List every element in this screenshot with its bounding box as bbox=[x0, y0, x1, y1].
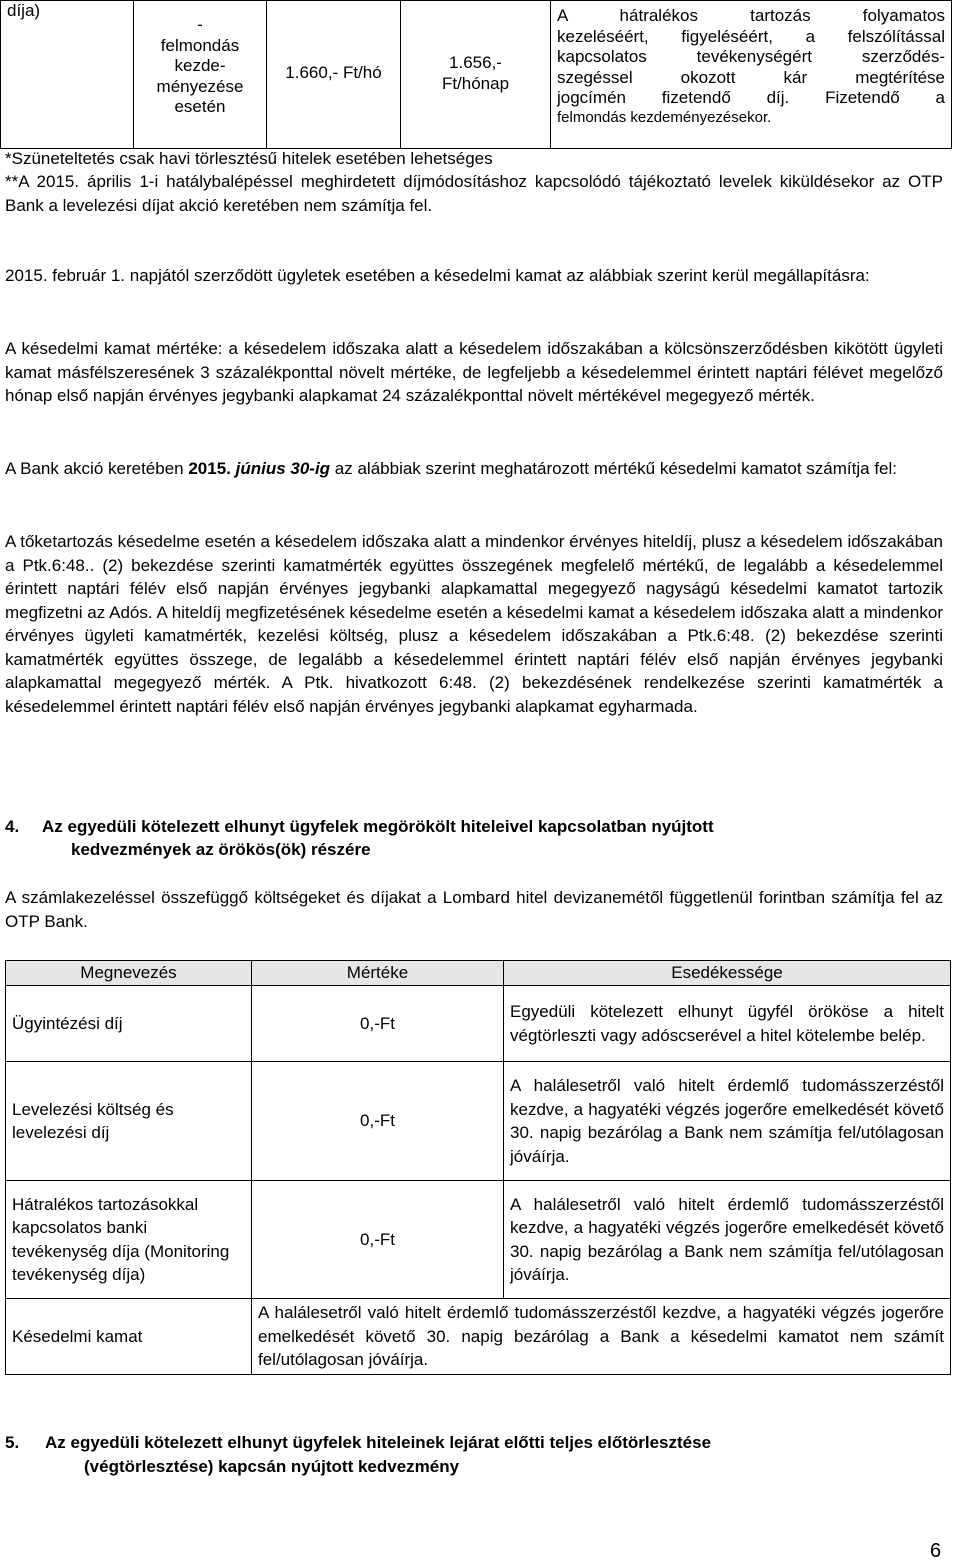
cell-line: Ft/hónap bbox=[441, 73, 510, 93]
cell-line: felmondás bbox=[160, 35, 240, 55]
highlight-date: június 30-ig bbox=[230, 459, 331, 478]
table-row bbox=[6, 1062, 951, 1181]
fee-name: Ügyintézési díj bbox=[6, 986, 252, 1062]
fee-due: A halálesetről való hitelt érdemlő tudomásszerzéstől kezdve, a hagyatéki végzés jogerőre emelkedését követő 30. napig bezárólag a Bank nem számítja fel/utólagosan jóváírja. bbox=[504, 1181, 951, 1299]
cell-text: 1.660,- Ft/hó bbox=[285, 63, 382, 82]
table-row bbox=[6, 1181, 951, 1299]
cell-line: kapcsolatos tevékenységért szerződés- bbox=[557, 47, 945, 66]
heirs-fee-table bbox=[5, 960, 951, 1375]
note-text: *Szüneteltetés csak havi törlesztésű hitelek esetében lehetséges bbox=[5, 149, 493, 168]
text-span: az alábbiak szerint meghatározott mértékű késedelmi kamatot számítja fel: bbox=[330, 459, 897, 478]
section-number: 5. bbox=[5, 1433, 20, 1452]
cell-text: díja) bbox=[7, 1, 41, 20]
fee-amount: 0,-Ft bbox=[252, 986, 504, 1062]
section-title: (végtörlesztése) kapcsán nyújtott kedvezmény bbox=[84, 1457, 460, 1476]
paragraph-text: A tőketartozás késedelme esetén a késedelem időszaka alatt a mindenkor érvényes hiteldíj, plusz a késedelem időszakában a Ptk.6:48.. (2) bekezdése szerinti kamatmérték együttes összegének megfelelő mértékű, de legalább a késedelemmel érintett naptári félév első napján érvényes jegybanki alapkamattal megegyező nagyságú késedelmi kamatot tartozik megfizetni az Adós. A hiteldíj megfizetésének késedelme esetén a késedelmi kamat a késedelem időszaka alatt a mindenkor érvényes ügyleti kamatmérték, kezelési költség, plusz a késedelem időszakában a Ptk.6:48. (2) bekezdése szerinti kamatmérték együttes összege, de legalább a késedelemmel érintett naptári félév első napján érvényes jegybanki alapkamattal megegyező mérték. A Ptk. hivatkozott 6:48. (2) bekezdésének rendelkezése szerinti kamatmérték a késedelemmel érintett naptári félév első napján érvényes jegybanki alapkamat egyharmada. bbox=[5, 532, 943, 716]
paragraph-text: A számlakezeléssel összefüggő költségeket és díjakat a Lombard hitel devizanemétől függetlenül forintban számítja fel az OTP Bank. bbox=[5, 888, 943, 931]
cell-new-amount bbox=[401, 1, 551, 149]
fee-amount: 0,-Ft bbox=[252, 1181, 504, 1299]
cell-line: szegéssel okozott kár megtérítése bbox=[557, 67, 945, 87]
fee-name: Levelezési költség és levelezési díj bbox=[6, 1062, 252, 1181]
cell-old-amount bbox=[267, 1, 401, 149]
section-number: 4. bbox=[5, 817, 20, 836]
column-header: Mértéke bbox=[252, 961, 504, 986]
table-row bbox=[6, 986, 951, 1062]
fee-due: Egyedüli kötelezett elhunyt ügyfél örököse a hitelt végtörleszti vagy adóscserével a hitel kötelembe belép. bbox=[504, 986, 951, 1062]
paragraph-bank-action bbox=[5, 457, 943, 481]
paragraph-text: A késedelmi kamat mértéke: a késedelem időszaka alatt a késedelem időszakában a kölcsönszerződésben kikötött ügyleti kamat másfélszeresének 3 százalékponttal növelt mértéke, de legfeljebb a késedelemmel érintett naptári félévet megelőző hónap első napján érvényes jegybanki alapkamat 24 százalékponttal növelt mértékével megegyező mérték. bbox=[5, 339, 943, 405]
paragraph-feb-intro bbox=[5, 264, 943, 288]
cell-line: ményezése bbox=[156, 76, 244, 96]
cell-line: kezde- bbox=[174, 56, 226, 75]
fee-name: Késedelmi kamat bbox=[6, 1299, 252, 1375]
note-letter-fee bbox=[5, 170, 943, 217]
cell-line: jogcímén fizetendő díj. Fizetendő a bbox=[557, 88, 945, 107]
cell-fee-name bbox=[1, 1, 134, 149]
cell-line: 1.656,- bbox=[449, 53, 502, 72]
fee-due: A halálesetről való hitelt érdemlő tudomásszerzéstől kezdve, a hagyatéki végzés jogerőre emelkedését követő 30. napig bezárólag a Bank nem számítja fel/utólagosan jóváírja. bbox=[504, 1062, 951, 1181]
cell-line: kezeléséért, figyeléséért, a felszólítással bbox=[557, 26, 945, 46]
top-fee-table bbox=[0, 0, 952, 149]
fee-name: Hátralékos tartozásokkal kapcsolatos banki tevékenység díja (Monitoring tevékenység díja) bbox=[6, 1181, 252, 1299]
section-title: Az egyedüli kötelezett elhunyt ügyfelek hiteleinek lejárat előtti teljes előtörlesztése bbox=[45, 1433, 712, 1452]
paragraph-text bbox=[5, 457, 943, 481]
note-text: **A 2015. április 1-i hatálybalépéssel meghirdetett díjmódosításhoz kapcsolódó tájékoztató levelek kiküldésekor az OTP Bank a levelezési díjat akció keretében nem számítja fel. bbox=[5, 172, 943, 215]
section-title: kedvezmények az örökös(ök) részére bbox=[71, 840, 371, 859]
table-row bbox=[1, 1, 952, 149]
table-header-row bbox=[6, 961, 951, 986]
paragraph-late-interest-rate bbox=[5, 337, 943, 408]
cell-description bbox=[551, 1, 952, 149]
cell-line: - bbox=[197, 15, 203, 34]
paragraph-text: 2015. február 1. napjától szerződött ügyletek esetében a késedelmi kamat az alábbiak szerint kerül megállapításra: bbox=[5, 266, 870, 285]
text-span: A Bank akció keretében bbox=[5, 459, 189, 478]
highlight-year: 2015. bbox=[188, 459, 231, 478]
page-number: 6 bbox=[930, 1540, 942, 1562]
cell-line: esetén bbox=[174, 97, 226, 116]
column-header: Megnevezés bbox=[6, 961, 252, 986]
cell-condition bbox=[134, 1, 267, 149]
paragraph-late-interest-detail bbox=[5, 530, 943, 718]
column-header: Esedékessége bbox=[504, 961, 951, 986]
section-title: Az egyedüli kötelezett elhunyt ügyfelek megörökölt hiteleivel kapcsolatban nyújtott bbox=[42, 817, 714, 836]
fee-amount: 0,-Ft bbox=[252, 1062, 504, 1181]
note-suspension bbox=[5, 147, 943, 171]
cell-line: A hátralékos tartozás folyamatos bbox=[557, 6, 945, 25]
fee-due: A halálesetről való hitelt érdemlő tudomásszerzéstől kezdve, a hagyatéki végzés jogerőre emelkedését követő 30. napig bezárólag a Bank a késedelmi kamatot nem számít fel/utólagosan jóváírja. bbox=[252, 1299, 951, 1375]
table-row bbox=[6, 1299, 951, 1375]
paragraph-section-4-body bbox=[5, 886, 943, 933]
cell-line: felmondás kezdeményezésekor. bbox=[557, 108, 772, 126]
